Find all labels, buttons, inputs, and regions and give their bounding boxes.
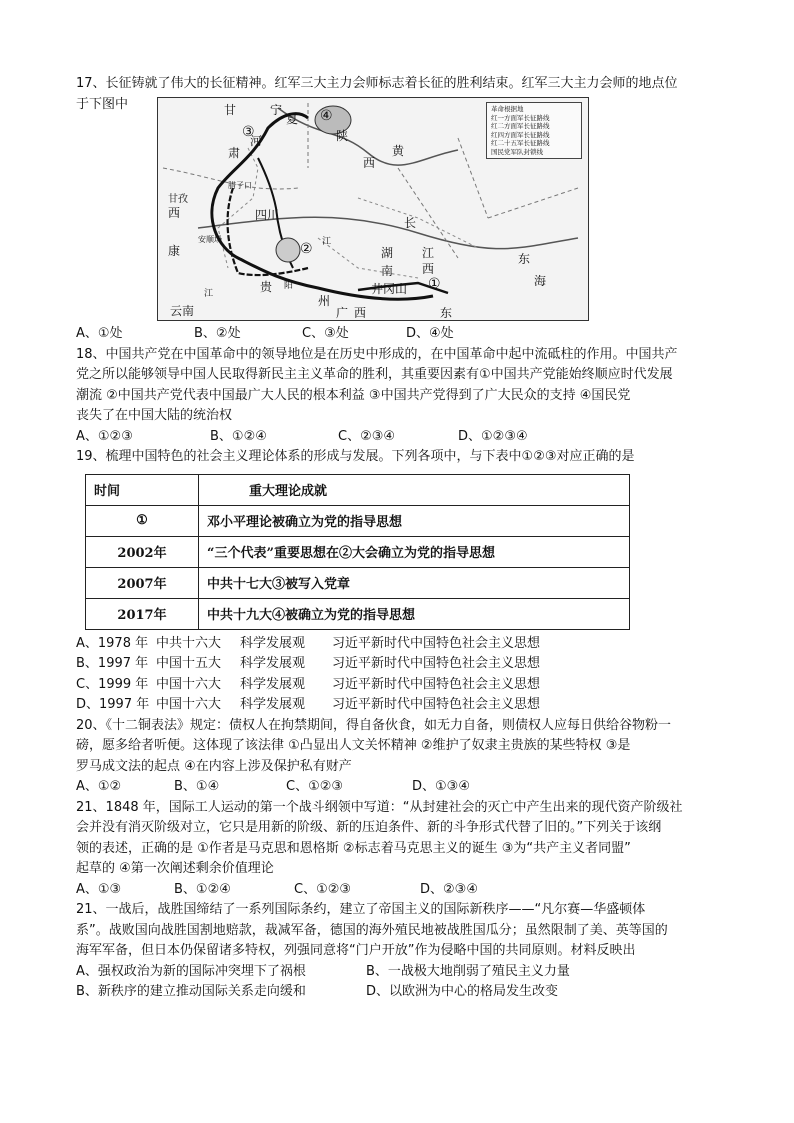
table-cell: 中共十九大④被确立为党的指导思想	[199, 598, 630, 629]
option-a[interactable]: A、①③	[76, 881, 122, 897]
table-row	[86, 567, 630, 598]
q21-options	[76, 880, 722, 901]
long-march-map	[157, 97, 589, 321]
option-d[interactable]: D、④处	[406, 326, 454, 341]
option-b[interactable]: B、①②④	[174, 881, 231, 897]
map-legend	[486, 102, 582, 159]
q21-stem-line: 领的表述，正确的是 ①作者是马克思和恩格斯 ②标志着马克思主义的诞生 ③为“共产主义者同盟”	[76, 840, 631, 856]
map-label: 南	[381, 264, 394, 278]
q19-option-b[interactable]	[76, 654, 722, 675]
map-label: 甘孜	[168, 194, 188, 205]
q21b-options-row	[76, 982, 722, 1003]
q17-stem-line: 17、长征铸就了伟大的长征精神。红军三大主力会师标志着长征的胜利结束。红军三大主力会师的地点位	[76, 76, 678, 91]
option-thought: 习近平新时代中国特色社会主义思想	[332, 676, 541, 692]
q18-stem-line: 党之所以能够领导中国人民取得新民主主义革命的胜利，其重要因素有①中国共产党能始终顺应时代发展	[76, 367, 673, 382]
table-cell: 2007年	[86, 567, 199, 598]
option-a[interactable]: A、①②③	[76, 428, 133, 444]
question-21	[76, 798, 722, 901]
option-theory: 科学发展观	[240, 697, 306, 712]
map-label: 东	[518, 252, 531, 266]
table-header: 重大理论成就	[199, 474, 630, 505]
option-b[interactable]: B、②处	[194, 326, 241, 341]
question-19	[76, 447, 722, 716]
map-label: 西	[363, 156, 376, 170]
option-congress: 中国十五大	[156, 656, 222, 671]
option-a[interactable]: A、①②	[76, 779, 122, 794]
option-d[interactable]: D、①③④	[412, 779, 470, 794]
map-label: 安顺场	[198, 235, 222, 244]
table-cell: “三个代表”重要思想在②大会确立为党的指导思想	[199, 536, 630, 567]
table-header: 时间	[86, 474, 199, 505]
map-label: 陕	[336, 129, 349, 143]
map-label: 河	[250, 134, 263, 148]
legend-item: 红二方面军长征路线	[491, 122, 550, 130]
map-label: 四川	[255, 208, 280, 222]
map-label: 东	[440, 306, 453, 320]
q20-stem-line: 磅，愿多给者听便。这体现了该法律 ①凸显出人文关怀精神 ②维护了奴隶主贵族的某些特权 ③是	[76, 738, 631, 753]
q21b-stem-line: 海军军备，但日本仍保留诸多特权，列强同意将“门户开放”作为侵略中国的共同原则。材料反映出	[76, 943, 636, 958]
map-label: 广	[336, 306, 349, 320]
option-year: D、1997 年	[76, 697, 150, 712]
q21-stem-line: 会并没有消灭阶级对立，它只是用新的阶级、新的压迫条件、新的斗争形式代替了旧的。”下列关于该纲	[76, 820, 662, 835]
option-a[interactable]: A、强权政治为新的国际冲突埋下了祸根	[76, 963, 306, 979]
map-marker: ②	[300, 241, 313, 257]
q20-options	[76, 777, 722, 798]
option-theory: 科学发展观	[240, 676, 306, 692]
table-row	[86, 505, 630, 536]
option-c[interactable]: C、①②③	[286, 779, 344, 794]
option-thought: 习近平新时代中国特色社会主义思想	[332, 697, 541, 712]
question-17	[76, 74, 722, 345]
question-20	[76, 716, 722, 798]
map-label: 贵	[260, 280, 273, 294]
map-label: 夏	[286, 112, 299, 126]
option-b[interactable]: B、一战极大地削弱了殖民主义力量	[366, 963, 570, 979]
map-label: 湖	[381, 246, 394, 260]
legend-item: 红二十五军长征路线	[491, 139, 550, 147]
option-congress: 中国十六大	[156, 676, 222, 692]
option-year: A、1978 年	[76, 635, 149, 651]
option-thought: 习近平新时代中国特色社会主义思想	[332, 656, 541, 671]
q18-stem-line: 18、中国共产党在中国革命中的领导地位是在历史中形成的，在中国革命中起中流砥柱的作用。中国共产	[76, 346, 678, 362]
option-c[interactable]: C、③处	[302, 326, 349, 341]
q21b-options-row	[76, 962, 722, 983]
q19-stem: 19、梳理中国特色的社会主义理论体系的形成与发展。下列各项中，与下表中①②③对应正确的是	[76, 449, 635, 464]
legend-item: 红四方面军长征路线	[491, 130, 550, 139]
option-d[interactable]: D、以欧洲为中心的格局发生改变	[366, 984, 559, 999]
map-label: 江	[322, 237, 332, 247]
map-label: 宁	[270, 103, 283, 117]
option-theory: 科学发展观	[240, 635, 306, 651]
table-cell: 中共十七大③被写入党章	[199, 567, 630, 598]
exam-page	[76, 74, 722, 1003]
table-cell: 邓小平理论被确立为党的指导思想	[199, 505, 630, 536]
q21-stem-line: 21、1848 年，国际工人运动的第一个战斗纲领中写道：“从封建社会的灭亡中产生出来的现代资产阶级社	[76, 799, 683, 815]
q20-stem-line: 罗马成文法的起点 ④在内容上涉及保护私有财产	[76, 758, 352, 774]
map-label: 海	[534, 274, 547, 288]
map-label: 肃	[228, 146, 241, 160]
map-label: 西	[422, 262, 435, 276]
q19-option-d[interactable]	[76, 695, 722, 716]
map-marker: ①	[428, 276, 441, 292]
map-label: 江	[204, 289, 214, 299]
map-label: 江	[422, 246, 435, 260]
option-c[interactable]: B、新秩序的建立推动国际关系走向缓和	[76, 984, 306, 999]
map-marker: ③	[242, 124, 255, 140]
table-row	[86, 598, 630, 629]
map-label: 西	[168, 206, 181, 220]
option-d[interactable]: D、②③④	[420, 881, 478, 897]
map-label: 长	[404, 216, 417, 230]
legend-item: 革命根据地	[491, 105, 524, 113]
map-label: 西	[354, 306, 367, 320]
map-marker: ④	[320, 108, 333, 124]
option-c[interactable]: C、②③④	[338, 428, 396, 444]
question-18	[76, 345, 722, 448]
q20-stem-line: 20、《十二铜表法》规定：债权人在拘禁期间，得自备伙食，如无力自备，则债权人应每日供给谷物粉一	[76, 717, 672, 733]
option-congress: 中国十六大	[156, 697, 222, 712]
option-thought: 习近平新时代中国特色社会主义思想	[332, 635, 541, 651]
q21b-stem-line: 系”。战败国向战胜国割地赔款，裁减军备，德国的海外殖民地被战胜国瓜分；虽然限制了美、英等国的	[76, 922, 668, 938]
q19-option-c[interactable]	[76, 675, 722, 696]
option-c[interactable]: C、①②③	[294, 881, 352, 897]
option-b[interactable]: B、①②④	[210, 428, 267, 444]
table-cell: ①	[86, 505, 199, 536]
q21-stem-line: 起草的 ④第一次阐述剩余价值理论	[76, 861, 274, 876]
route-second-army	[228, 188, 308, 275]
q17-stem-line: 于下图中	[76, 96, 129, 112]
legend-item: 红一方面军长征路线	[491, 113, 550, 122]
q18-stem-line: 潮流 ②中国共产党代表中国最广大人民的根本利益 ③中国共产党得到了广大民众的支持 ④国民党	[76, 387, 631, 403]
map-label: 云南	[170, 304, 195, 318]
legend-item: 国民党军队封锁线	[491, 147, 543, 156]
table-cell: 2002年	[86, 536, 199, 567]
q18-options	[76, 427, 722, 448]
option-year: C、1999 年	[76, 676, 149, 692]
table-row	[86, 536, 630, 567]
map-label: 黄	[392, 144, 405, 158]
table-header-row	[86, 474, 630, 505]
map-label: 阳	[284, 281, 294, 291]
theory-table	[85, 474, 630, 630]
option-year: B、1997 年	[76, 656, 149, 671]
map-label: 井冈山	[371, 282, 408, 296]
base-area	[276, 238, 300, 262]
map-label: 州	[318, 294, 331, 308]
q17-options	[76, 324, 722, 345]
question-21-second	[76, 900, 722, 1003]
option-congress: 中共十六大	[156, 635, 222, 651]
option-b[interactable]: B、①④	[174, 779, 220, 794]
map-label: 甘	[224, 103, 237, 117]
option-a[interactable]: A、①处	[76, 326, 123, 341]
option-theory: 科学发展观	[240, 656, 306, 671]
q19-option-a[interactable]	[76, 634, 722, 655]
option-d[interactable]: D、①②③④	[458, 428, 528, 444]
q18-stem-line: 丧失了在中国大陆的统治权	[76, 408, 233, 423]
map-label: 康	[168, 244, 181, 258]
map-label: 腊子口	[228, 181, 252, 190]
table-cell: 2017年	[86, 598, 199, 629]
q21b-stem-line: 21、一战后，战胜国缔结了一系列国际条约，建立了帝国主义的国际新秩序——“凡尔赛—华盛顿体	[76, 902, 646, 917]
